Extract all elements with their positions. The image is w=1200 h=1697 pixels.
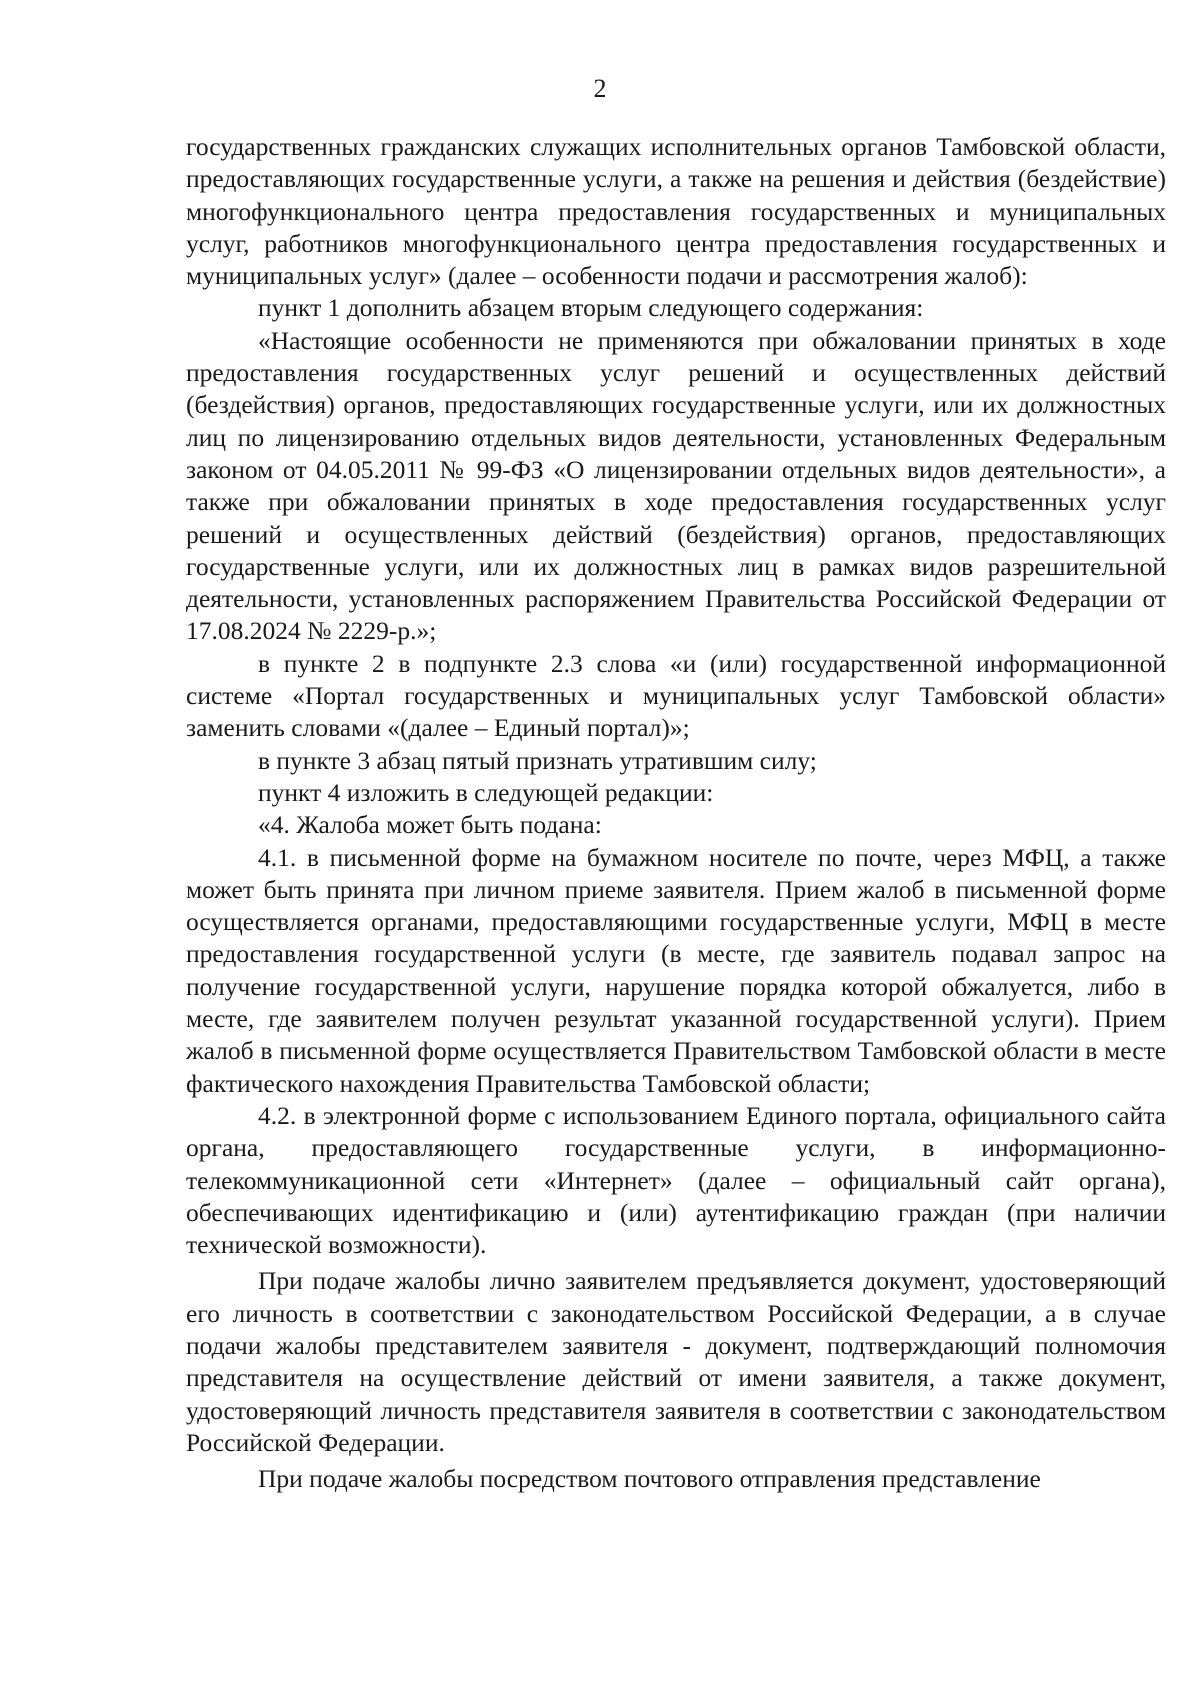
paragraph-item-4: пункт 4 изложить в следующей редакции:: [258, 777, 714, 807]
paragraph-item-1: пункт 1 дополнить абзацем вторым следующего содержания:: [258, 293, 924, 323]
paragraph-quote-exception: «Настоящие особенности не применяются при обжаловании принятых в ходе предоставления государственных услуг решений и осуществленных действий (бездействия) органов, предоставляющих государственные услуги, или их должностных лиц по лицензированию отдельных видов деятельности, установленных Федеральным законом от 04.05.2011 № 99-ФЗ «О лицензировании отдельных видов деятельности», а также при обжаловании принятых в ходе предоставления государственных услуг решений и осуществленных действий (бездействия) органов, предоставляющих государственные услуги, или их должностных лиц в рамках видов разрешительной деятельности, установленных распоряжением Правительства Российской Федерации от 17.08.2024 № 2229-р.»;: [186, 325, 1166, 646]
paragraph-item-2: в пункте 2 в подпункте 2.3 слова «и (или) государственной информационной системе «Портал государственных и муниципальных услуг Тамбовской области» заменить словами «(далее – Единый портал)»;: [186, 648, 1166, 743]
paragraph-item-3: в пункте 3 абзац пятый признать утратившим силу;: [258, 745, 817, 775]
paragraph-personal-submission: При подаче жалобы лично заявителем предъявляется документ, удостоверяющий его личность в соответствии с законодательством Российской Федерации, а в случае подачи жалобы представителем заявителя - документ, подтверждающий полномочия представителя на осуществление действий от имени заявителя, а также документ, удостоверяющий личность представителя заявителя в соответствии с законодательством Российской Федерации.: [186, 1266, 1166, 1457]
paragraph-4-2: 4.2. в электронной форме с использованием Единого портала, официального сайта органа, предоставляющего государственные услуги, в информационно-телекоммуникационной сети «Интернет» (далее – официальный сайт органа), обеспечивающих идентификацию и (или) аутентификацию граждан (при наличии технической возможности).: [186, 1100, 1166, 1260]
paragraph-4-1: 4.1. в письменной форме на бумажном носителе по почте, через МФЦ, а также может быть принята при личном приеме заявителя. Прием жалоб в письменной форме осуществляется органами, предоставляющими государственные услуги, МФЦ в месте предоставления государственной услуги (в месте, где заявитель подавал запрос на получение государственной услуги, нарушение порядка которой обжалуется, либо в месте, где заявителем получен результат указанной государственной услуги). Прием жалоб в письменной форме осуществляется Правительством Тамбовской области в месте фактического нахождения Правительства Тамбовской области;: [186, 842, 1166, 1098]
paragraph-complaint-heading: «4. Жалоба может быть подана:: [258, 810, 602, 840]
page-number: 2: [593, 74, 607, 103]
paragraph-postal-submission: При подаче жалобы посредством почтового отправления представление: [258, 1464, 1041, 1494]
paragraph-continuation: государственных гражданских служащих исполнительных органов Тамбовской области, предоставляющих государственные услуги, а также на решения и действия (бездействие) многофункционального центра предоставления государственных и муниципальных услуг, работников многофункционального центра предоставления государственных и муниципальных услуг» (далее – особенности подачи и рассмотрения жалоб):: [186, 132, 1166, 291]
document-body: [186, 131, 1166, 1495]
